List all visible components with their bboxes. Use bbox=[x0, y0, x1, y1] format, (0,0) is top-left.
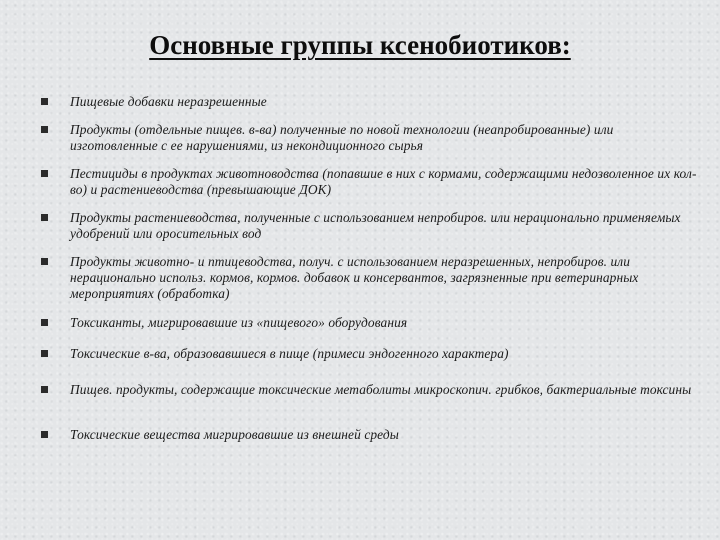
list-item-text: Продукты растениеводства, полученные с использованием непробиров. или нерационально применяемых удобрений или оросительных вод bbox=[70, 210, 681, 241]
list-item-text: Токсические в-ва, образовавшиеся в пище (примеси эндогенного характера) bbox=[70, 346, 509, 361]
list-item-text: Пищев. продукты, содержащие токсические метаболиты микроскопич. грибков, бактериальные токсины bbox=[70, 382, 692, 397]
square-bullet-icon bbox=[41, 258, 48, 265]
square-bullet-icon bbox=[41, 350, 48, 357]
list-item-text: Продукты (отдельные пищев. в-ва) полученные по новой технологии (неапробированные) или изготовленные с ее нарушениями, из некондиционного сырья bbox=[70, 122, 614, 153]
list-item-text: Пестициды в продуктах животноводства (попавшие в них с кормами, содержащими недозволенное их кол-во) и растениеводства (превышающие ДОК) bbox=[70, 166, 697, 197]
square-bullet-icon bbox=[41, 98, 48, 105]
square-bullet-icon bbox=[41, 126, 48, 133]
list-item-text: Продукты животно- и птицеводства, получ. с использованием неразрешенных, непробиров. или нерационально использ. кормов, кормов. добавок и консервантов, загрязненные при ветеринарных мероприятиях (обработка) bbox=[70, 254, 639, 301]
list-item-text: Токсические вещества мигрировавшие из внешней среды bbox=[70, 427, 399, 442]
list-item-text: Пищевые добавки неразрешенные bbox=[70, 94, 267, 109]
square-bullet-icon bbox=[41, 431, 48, 438]
square-bullet-icon bbox=[41, 386, 48, 393]
square-bullet-icon bbox=[41, 170, 48, 177]
square-bullet-icon bbox=[41, 319, 48, 326]
list-item-text: Токсиканты, мигрировавшие из «пищевого» оборудования bbox=[70, 315, 408, 330]
square-bullet-icon bbox=[41, 214, 48, 221]
slide-title: Основные группы ксенобиотиков: bbox=[149, 30, 571, 60]
